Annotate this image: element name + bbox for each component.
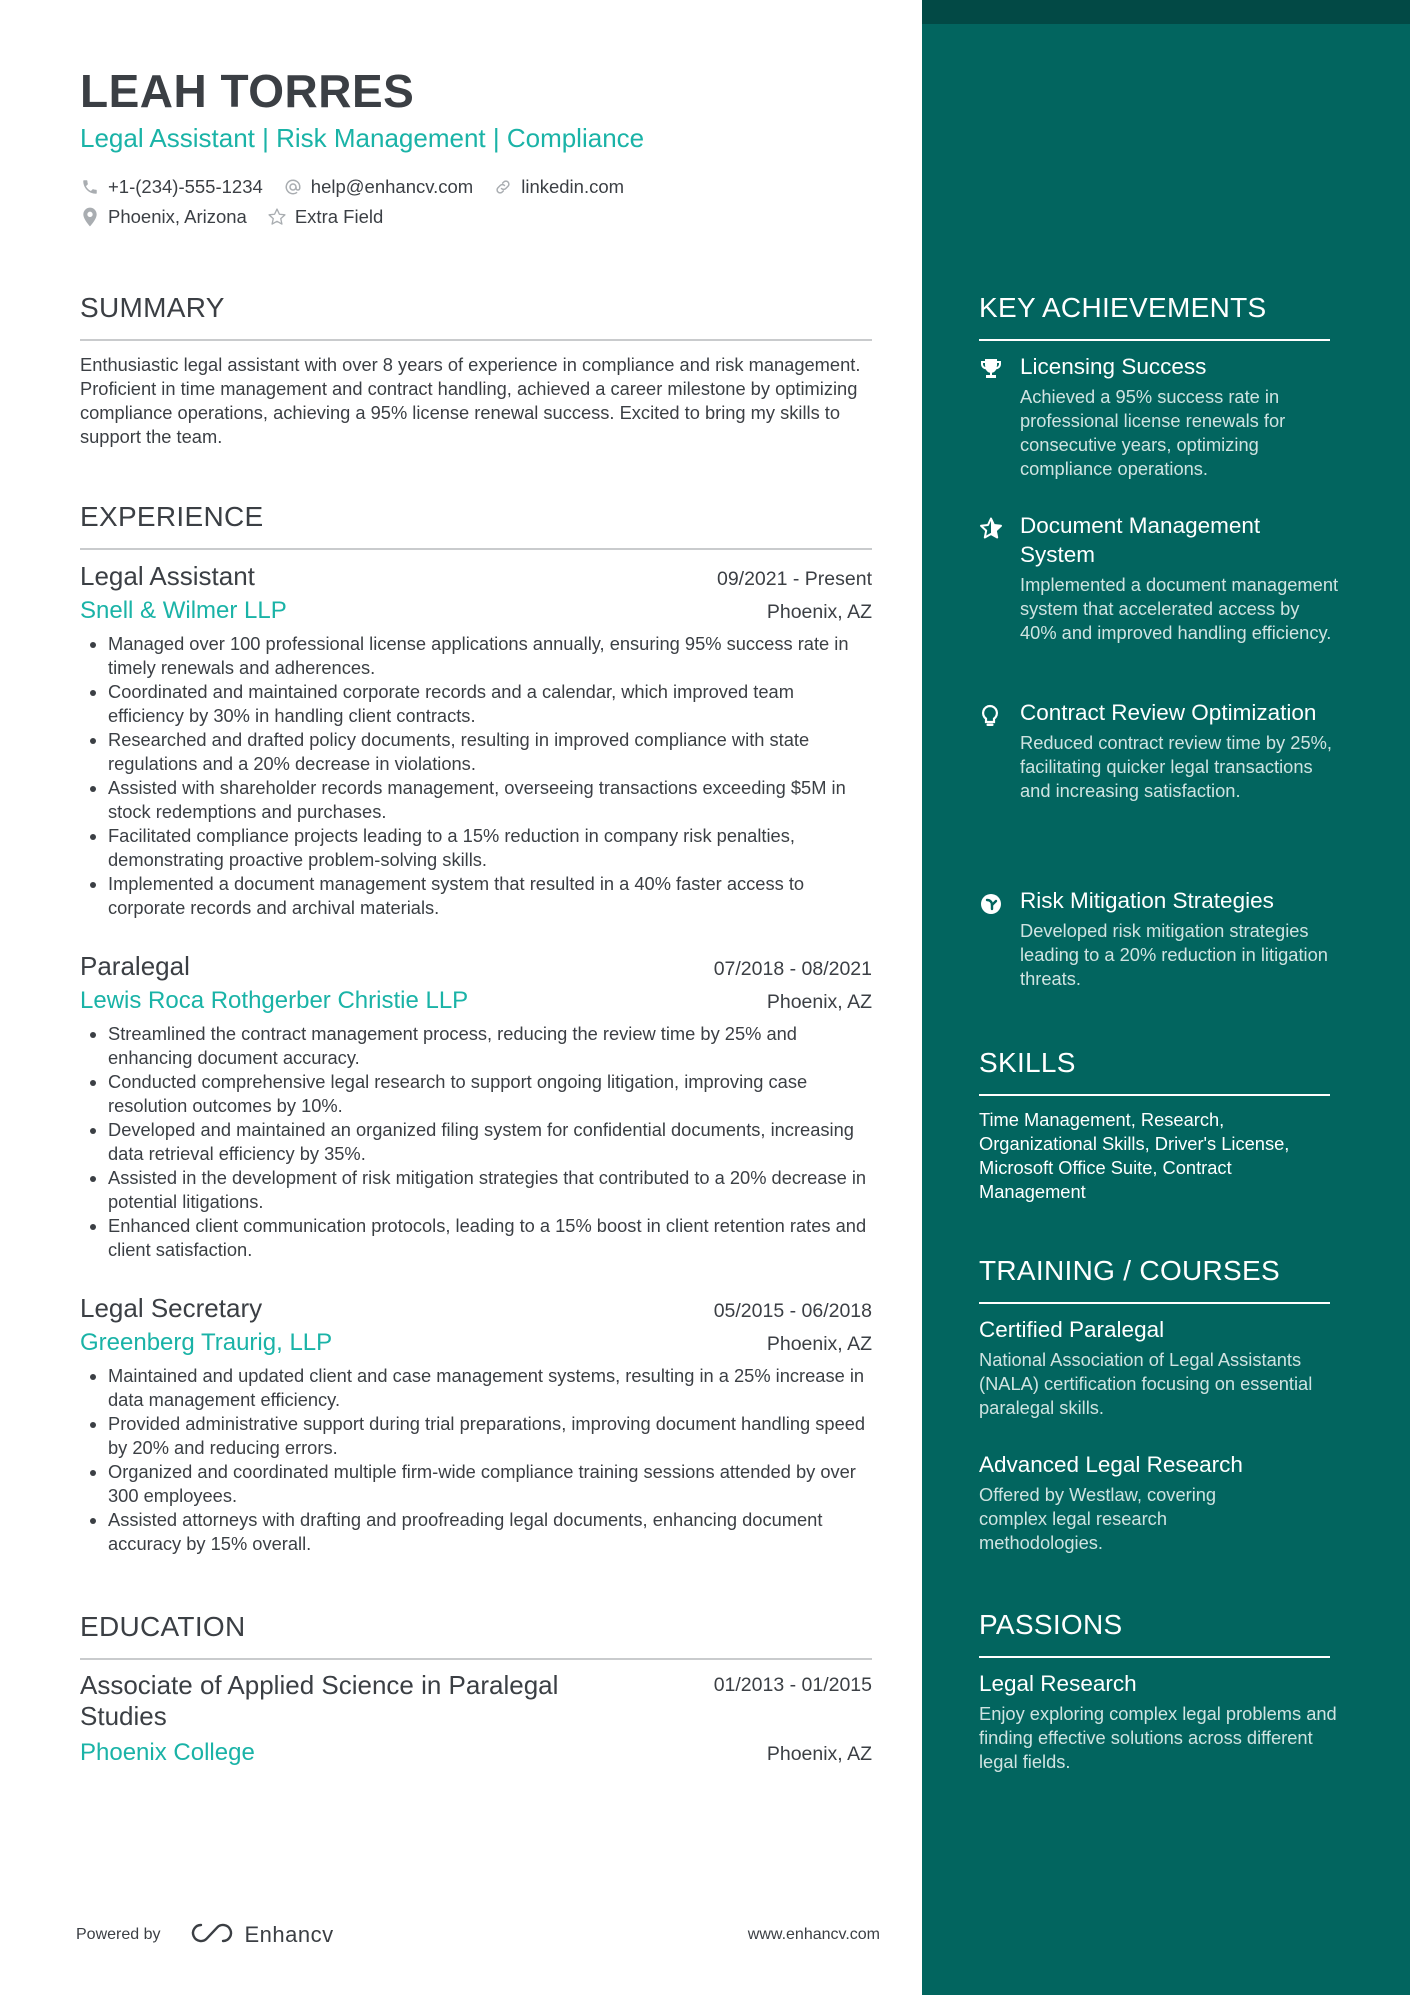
achievement-title: Document Management System xyxy=(1020,513,1261,567)
job-dates: 07/2018 - 08/2021 xyxy=(713,958,872,980)
email-text: help@enhancv.com xyxy=(310,176,474,197)
footer xyxy=(76,1915,880,1955)
training-heading: TRAINING / COURSES xyxy=(979,1254,1330,1304)
passion-title: Legal Research xyxy=(979,1671,1137,1696)
summary-heading: SUMMARY xyxy=(80,291,872,341)
bullet-item: • Assisted attorneys with drafting and proofreading legal documents, enhancing document accuracy by 15% overall. xyxy=(108,1508,872,1556)
bullet-item: • Researched and drafted policy documents, resulting in improved compliance with state regulations and a 20% decrease in violations. xyxy=(108,728,872,776)
bullet-item: • Enhanced client communication protocols, leading to a 15% boost in client retention rates and client satisfaction. xyxy=(108,1214,872,1262)
enhancv-logo-icon xyxy=(189,1921,235,1950)
job-bullets xyxy=(80,1364,872,1556)
achievement-desc: Developed risk mitigation strategies leading to a 20% reduction in litigation threats. xyxy=(1020,920,1328,989)
location-contact xyxy=(80,206,247,228)
job-location: Phoenix, AZ xyxy=(766,991,872,1013)
summary-text: Enthusiastic legal assistant with over 8 years of experience in compliance and risk management. Proficient in time management and contract handling, achieved a career milestone by optimizing compliance operations, achieving a 95% license renewal success. Excited to bring my skills to support the team. xyxy=(80,354,861,447)
phone-icon xyxy=(80,177,100,197)
powered-by-label: Powered by xyxy=(76,1926,161,1943)
training-desc: National Association of Legal Assistants (NALA) certification focusing on essential paralegal skills. xyxy=(979,1349,1313,1418)
achievements-heading: KEY ACHIEVEMENTS xyxy=(979,291,1330,341)
passion-desc: Enjoy exploring complex legal problems and finding effective solutions across different legal fields. xyxy=(979,1703,1337,1772)
bullet-item: • Developed and maintained an organized filing system for confidential documents, increasing data retrieval efficiency by 35%. xyxy=(108,1118,872,1166)
phone-contact[interactable] xyxy=(80,176,263,198)
linkedin-contact[interactable] xyxy=(493,176,624,198)
education-dates: 01/2013 - 01/2015 xyxy=(713,1674,872,1696)
bullet-item: • Conducted comprehensive legal research to support ongoing litigation, improving case resolution outcomes by 10%. xyxy=(108,1070,872,1118)
sidebar-column xyxy=(922,0,1410,1995)
job-title: Paralegal xyxy=(80,951,190,981)
training-desc: Offered by Westlaw, covering complex legal research methodologies. xyxy=(979,1484,1217,1553)
location-text: Phoenix, Arizona xyxy=(108,206,247,227)
education-entry xyxy=(80,1670,872,1770)
bullet-item: • Organized and coordinated multiple firm-wide compliance training sessions attended by over 300 employees. xyxy=(108,1460,872,1508)
bullet-item: • Assisted with shareholder records management, overseeing transactions exceeding $5M in stock redemptions and purchases. xyxy=(108,776,872,824)
sidebar-top-bar xyxy=(922,0,1410,24)
bullet-item: • Streamlined the contract management process, reducing the review time by 25% and enhancing document accuracy. xyxy=(108,1022,872,1070)
shield-icon xyxy=(979,886,1009,991)
training-title: Certified Paralegal xyxy=(979,1317,1165,1342)
job-title: Legal Secretary xyxy=(80,1293,263,1323)
lightbulb-icon xyxy=(979,698,1009,803)
education-location: Phoenix, AZ xyxy=(766,1743,872,1765)
job-dates: 05/2015 - 06/2018 xyxy=(713,1300,872,1322)
job-location: Phoenix, AZ xyxy=(766,601,872,623)
enhancv-brand: Enhancv xyxy=(244,1922,334,1947)
at-icon xyxy=(283,177,303,197)
bullet-item: • Maintained and updated client and case management systems, resulting in a 25% increase in data management efficiency. xyxy=(108,1364,872,1412)
achievement-item xyxy=(979,511,1359,645)
achievement-desc: Reduced contract review time by 25%, facilitating quicker legal transactions and increasing satisfaction. xyxy=(1020,732,1332,801)
job-company[interactable]: Snell & Wilmer LLP xyxy=(80,597,287,624)
education-school[interactable]: Phoenix College xyxy=(80,1739,255,1766)
location-pin-icon xyxy=(80,207,100,227)
enhancv-branding[interactable] xyxy=(76,1921,334,1950)
candidate-name: LEAH TORRES xyxy=(80,65,415,117)
bullet-item: • Facilitated compliance projects leading to a 15% reduction in company risk penalties, demonstrating proactive problem-solving skills. xyxy=(108,824,872,872)
email-contact[interactable] xyxy=(283,176,473,198)
extra-field-text: Extra Field xyxy=(294,206,384,227)
linkedin-text: linkedin.com xyxy=(521,176,625,197)
job-entry xyxy=(80,1290,872,1556)
achievement-item xyxy=(979,886,1359,991)
job-dates: 09/2021 - Present xyxy=(716,568,872,590)
star-outline-icon xyxy=(267,207,287,227)
contact-info xyxy=(80,172,644,232)
phone-text: +1-(234)-555-1234 xyxy=(108,176,263,197)
job-company[interactable]: Greenberg Traurig, LLP xyxy=(80,1329,333,1356)
bullet-item: • Provided administrative support during trial preparations, improving document handling speed by 20% and reducing errors. xyxy=(108,1412,872,1460)
passions-heading: PASSIONS xyxy=(979,1608,1330,1658)
skills-text: Time Management, Research, Organizational Skills, Driver's License, Microsoft Office Suite, Contract Management xyxy=(979,1109,1290,1202)
achievement-desc: Implemented a document management system that accelerated access by 40% and improved handling efficiency. xyxy=(1020,574,1339,643)
achievement-title: Contract Review Optimization xyxy=(1020,700,1317,725)
training-item xyxy=(979,1450,1279,1555)
job-entry xyxy=(80,948,872,1262)
bullet-item: • Implemented a document management system that resulted in a 40% faster access to corporate records and archival materials. xyxy=(108,872,872,920)
training-item xyxy=(979,1315,1349,1420)
star-icon xyxy=(979,511,1009,645)
skills-heading: SKILLS xyxy=(979,1046,1330,1096)
achievement-item xyxy=(979,352,1359,481)
job-location: Phoenix, AZ xyxy=(766,1333,872,1355)
experience-heading: EXPERIENCE xyxy=(80,500,872,550)
job-company[interactable]: Lewis Roca Rothgerber Christie LLP xyxy=(80,987,469,1014)
link-icon xyxy=(493,177,513,197)
education-heading: EDUCATION xyxy=(80,1610,872,1660)
passion-item xyxy=(979,1669,1349,1774)
bullet-item: • Assisted in the development of risk mitigation strategies that contributed to a 20% decrease in potential litigations. xyxy=(108,1166,872,1214)
job-title: Legal Assistant xyxy=(80,561,255,591)
job-bullets xyxy=(80,632,872,920)
candidate-subtitle: Legal Assistant | Risk Management | Compliance xyxy=(80,123,645,153)
extra-field xyxy=(267,206,383,228)
achievement-desc: Achieved a 95% success rate in professional license renewals for consecutive years, optimizing compliance operations. xyxy=(1020,386,1286,479)
achievement-title: Risk Mitigation Strategies xyxy=(1020,888,1274,913)
footer-url[interactable]: www.enhancv.com xyxy=(747,1926,880,1943)
job-entry xyxy=(80,558,872,920)
job-bullets xyxy=(80,1022,872,1262)
bullet-item: • Coordinated and maintained corporate records and a calendar, which improved team efficiency by 30% in handling client contracts. xyxy=(108,680,872,728)
trophy-icon xyxy=(979,352,1009,481)
achievement-item xyxy=(979,698,1359,803)
education-degree: Associate of Applied Science in Paralegal Studies xyxy=(80,1670,559,1731)
training-title: Advanced Legal Research xyxy=(979,1452,1243,1477)
bullet-item: • Managed over 100 professional license applications annually, ensuring 95% success rate in timely renewals and adherences. xyxy=(108,632,872,680)
achievement-title: Licensing Success xyxy=(1020,354,1207,379)
